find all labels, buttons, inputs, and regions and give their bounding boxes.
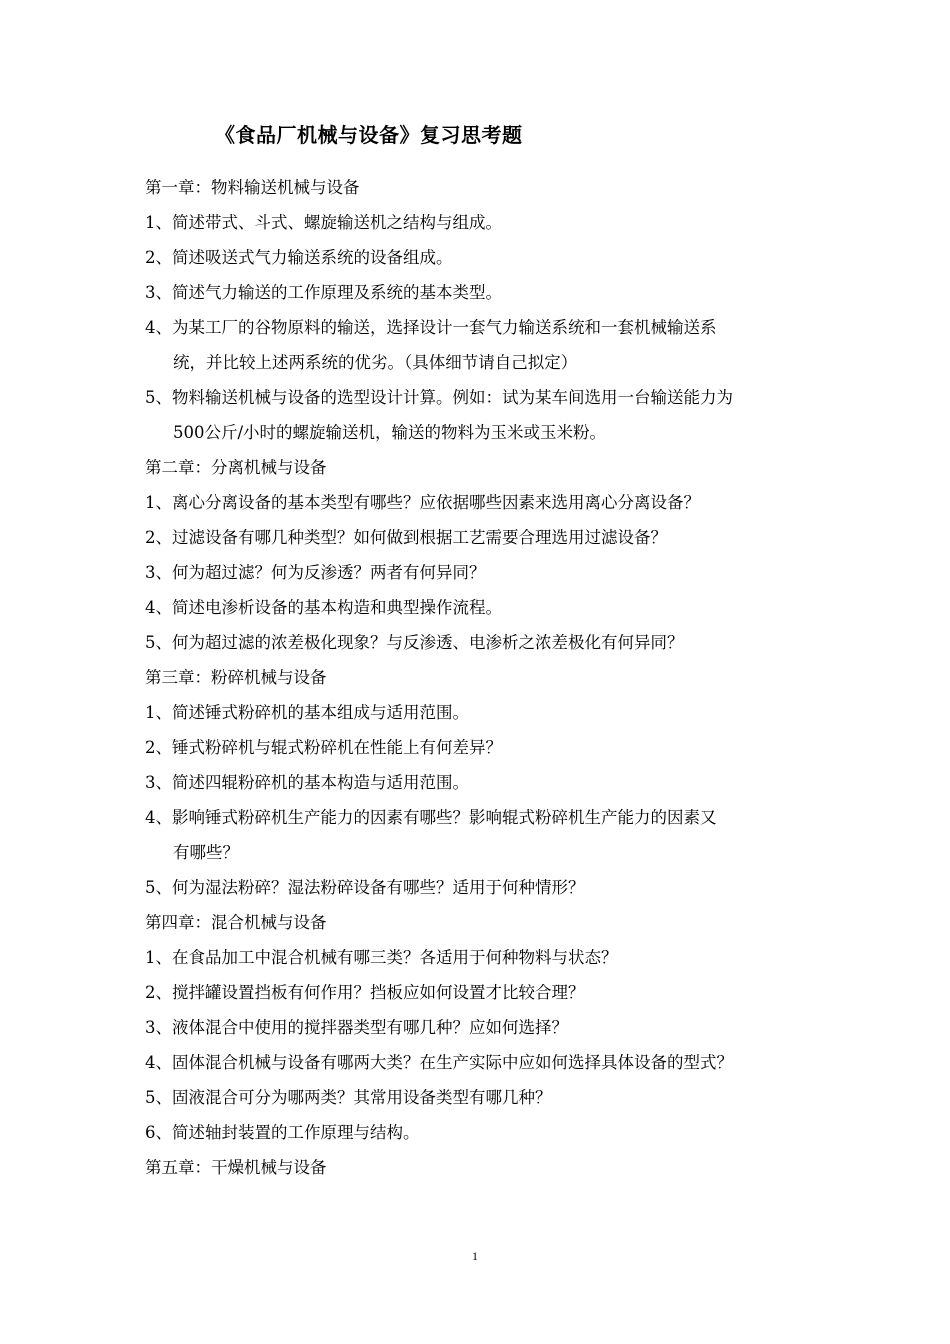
- question-item: 4、为某工厂的谷物原料的输送，选择设计一套气力输送系统和一套机械输送系: [145, 318, 717, 337]
- question-item: 1、离心分离设备的基本类型有哪些？应依据哪些因素来选用离心分离设备？: [145, 493, 700, 512]
- question-continuation: 统，并比较上述两系统的优劣。（具体细节请自己拟定）: [173, 353, 578, 372]
- question-item: 3、简述气力输送的工作原理及系统的基本类型。: [145, 283, 502, 302]
- chapter-heading: 第二章：分离机械与设备: [145, 458, 327, 477]
- question-item: 4、简述电渗析设备的基本构造和典型操作流程。: [145, 598, 502, 617]
- chapter-heading: 第四章：混合机械与设备: [145, 913, 327, 932]
- question-item: 5、何为湿法粉碎？湿法粉碎设备有哪些？适用于何种情形？: [145, 878, 585, 897]
- question-item: 1、简述带式、斗式、螺旋输送机之结构与组成。: [145, 213, 502, 232]
- question-continuation: 有哪些？: [173, 843, 239, 862]
- question-item: 2、过滤设备有哪几种类型？如何做到根据工艺需要合理选用过滤设备？: [145, 528, 667, 547]
- question-item: 5、固液混合可分为哪两类？其常用设备类型有哪几种？: [145, 1088, 552, 1107]
- question-item: 3、何为超过滤？何为反渗透？两者有何异同？: [145, 563, 486, 582]
- question-item: 1、在食品加工中混合机械有哪三类？各适用于何种物料与状态？: [145, 948, 618, 967]
- question-item: 2、搅拌罐设置挡板有何作用？挡板应如何设置才比较合理？: [145, 983, 585, 1002]
- chapter-heading: 第三章：粉碎机械与设备: [145, 668, 327, 687]
- document-title: 《食品厂机械与设备》复习思考题: [215, 123, 523, 147]
- page-number: 1: [472, 1249, 478, 1263]
- question-item: 2、简述吸送式气力输送系统的设备组成。: [145, 248, 453, 267]
- chapter-heading: 第一章：物料输送机械与设备: [145, 178, 360, 197]
- question-item: 1、简述锤式粉碎机的基本组成与适用范围。: [145, 703, 469, 722]
- question-item: 6、简述轴封装置的工作原理与结构。: [145, 1123, 420, 1142]
- question-item: 5、何为超过滤的浓差极化现象？与反渗透、电渗析之浓差极化有何异同？: [145, 633, 684, 652]
- question-item: 5、物料输送机械与设备的选型设计计算。例如：试为某车间选用一台输送能力为: [145, 388, 733, 407]
- question-item: 3、简述四辊粉碎机的基本构造与适用范围。: [145, 773, 469, 792]
- question-item: 3、液体混合中使用的搅拌器类型有哪几种？应如何选择？: [145, 1018, 568, 1037]
- document-body: [145, 170, 825, 1185]
- question-item: 4、影响锤式粉碎机生产能力的因素有哪些？影响辊式粉碎机生产能力的因素又: [145, 808, 717, 827]
- question-continuation: 500公斤/小时的螺旋输送机，输送的物料为玉米或玉米粉。: [173, 423, 607, 442]
- question-item: 2、锤式粉碎机与辊式粉碎机在性能上有何差异？: [145, 738, 502, 757]
- question-item: 4、固体混合机械与设备有哪两大类？在生产实际中应如何选择具体设备的型式？: [145, 1053, 733, 1072]
- chapter-heading: 第五章：干燥机械与设备: [145, 1158, 327, 1177]
